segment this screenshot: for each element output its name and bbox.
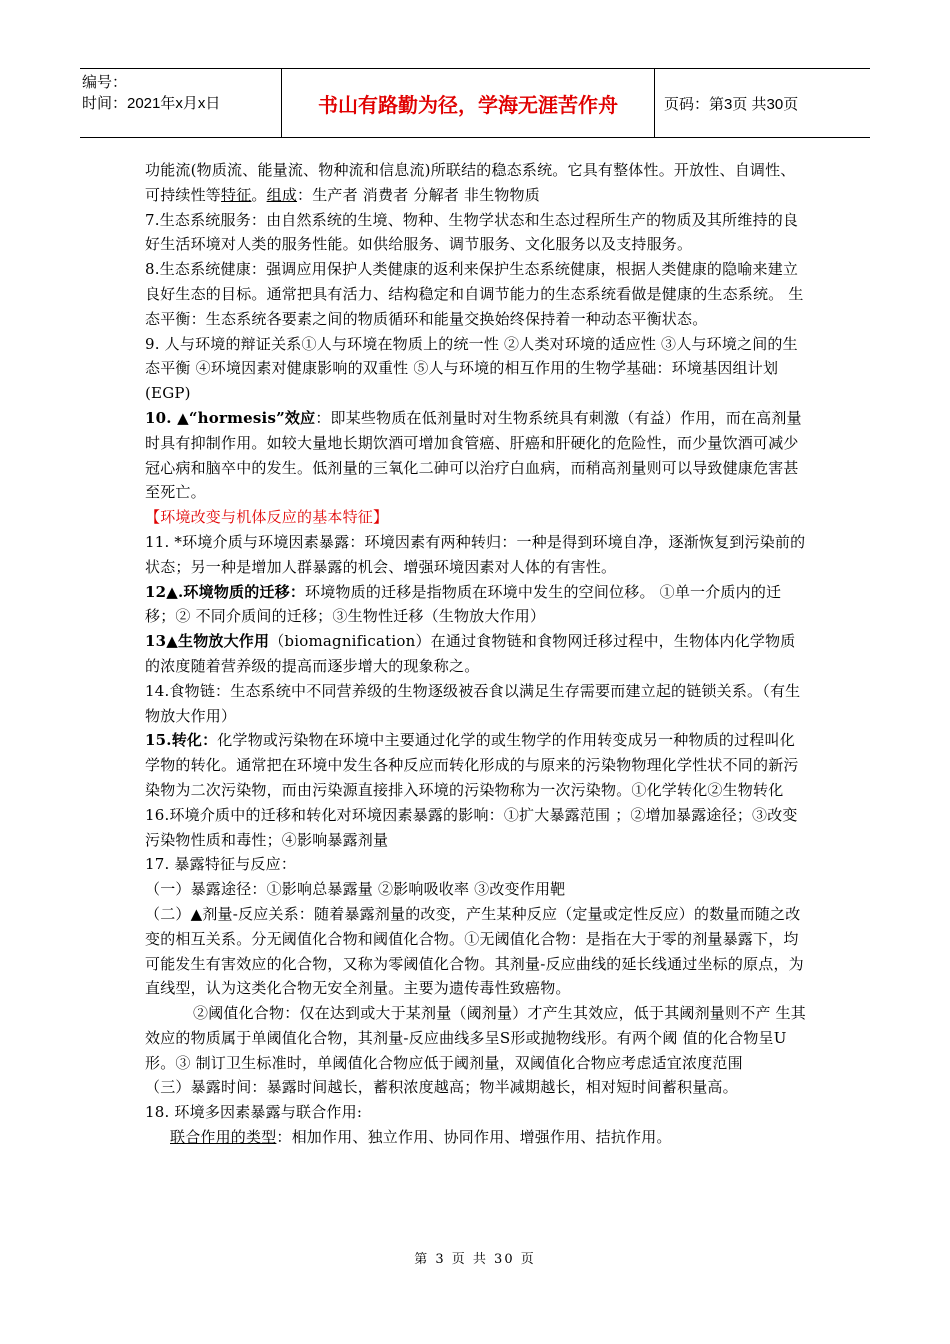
paragraph: 12▲.环境物质的迁移：环境物质的迁移是指物质在环境中发生的空间位移。 ①单一介质内的迁移；② 不同介质间的迁移；③生物性迁移（生物放大作用）: [145, 582, 782, 626]
document-body: [145, 158, 810, 1150]
biomagnification-heading: 13▲生物放大作用: [145, 632, 270, 651]
paragraph: 联合作用的类型：相加作用、独立作用、协同作用、增强作用、拮抗作用。: [170, 1128, 672, 1147]
paragraph: ②阈值化合物：仅在达到或大于某剂量（阈剂量）才产生其效应，低于其阈剂量则不产 生其效应的物质属于单阈值化合物，其剂量-反应曲线多呈S形或抛物线形。有两个阈 值的化合物呈U形。③ 制订卫生标准时，单阈值化合物应低于阈剂量，双阈值化合物应考虑适宜浓度范围: [145, 1004, 806, 1072]
paragraph: 11. *环境介质与环境因素暴露：环境因素有两种转归：一种是得到环境自净，逐渐恢复到污染前的状态；另一种是增加人群暴露的机会、增强环境因素对人体的有害性。: [145, 532, 806, 576]
section-heading: 【环境改变与机体反应的基本特征】: [145, 508, 389, 527]
page-header: [80, 68, 870, 138]
paragraph: 15.转化：化学物或污染物在环境中主要通过化学的或生物学的作用转变成另一种物质的过程叫化学物的转化。通常把在环境中发生各种反应而转化形成的与原来的污染物物理化学性状不同的新污染物为二次污染物，而由污染源直接排入环境的污染物称为一次污染物。①化学转化②生物转化: [145, 731, 799, 799]
composition-term: 组成: [266, 185, 298, 204]
paragraph: 16.环境介质中的迁移和转化对环境因素暴露的影响：①扩大暴露范围 ；②增加暴露途径；③改变污染物性质和毒性；④影响暴露剂量: [145, 805, 798, 849]
transformation-heading: 15.转化：: [145, 731, 218, 750]
paragraph: 17. 暴露特征与反应：: [145, 855, 297, 874]
migration-heading: 12▲.环境物质的迁移：: [145, 582, 306, 601]
interaction-types-term: 联合作用的类型: [170, 1128, 277, 1147]
paragraph: 10. ▲“hormesis”效应：即某些物质在低剂量时对生物系统具有刺激（有益）作用，而在高剂量时具有抑制作用。如较大量地长期饮酒可增加食管癌、肝癌和肝硬化的危险性，而少量饮酒可减少冠心病和脑卒中的发生。低剂量的三氧化二砷可以治疗白血病，而稍高剂量则可以导致健康危害甚至死亡。: [145, 408, 802, 502]
page-footer: 第 3 页 共 30 页: [414, 1252, 536, 1267]
header-page-number: 页码：第3页 共30页: [664, 95, 799, 113]
paragraph: 9. 人与环境的辩证关系①人与环境在物质上的统一性 ②人类对环境的适应性 ③人与环境之间的生态平衡 ④环境因素对健康影响的双重性 ⑤人与环境的相互作用的生物学基础：环境基因组计划 (EGP): [145, 334, 798, 403]
paragraph: （二）▲剂量-反应关系：随着暴露剂量的改变，产生某种反应（定量或定性反应）的数量而随之改变的相互关系。分无阈值化合物和阈值化合物。①无阈值化合物：是指在大于零的剂量暴露下，均可能发生有害效应的化合物，又称为零阈值化合物。其剂量-反应曲线的延长线通过坐标的原点，为直线型，认为这类化合物无安全剂量。主要为遗传毒性致癌物。: [145, 904, 804, 998]
paragraph: 7.生态系统服务：由自然系统的生境、物种、生物学状态和生态过程所生产的物质及其所维持的良好生活环境对人类的服务性能。如供给服务、调节服务、文化服务以及支持服务。: [145, 210, 799, 254]
document-number: 编号：: [82, 74, 128, 91]
header-motto: 书山有路勤为径，学海无涯苦作舟: [281, 69, 655, 137]
paragraph: （一）暴露途径：①影响总暴露量 ②影响吸收率 ③改变作用靶: [145, 880, 566, 899]
paragraph: 8.生态系统健康：强调应用保护人类健康的返利来保护生态系统健康，根据人类健康的隐喻来建立良好生态的目标。通常把具有活力、结构稳定和自调节能力的生态系统看做是健康的生态系统。 生态平衡：生态系统各要素之间的物质循环和能量交换始终保持着一种动态平衡状态。: [145, 260, 804, 328]
paragraph: 功能流(物质流、能量流、物种流和信息流)所联结的稳态系统。它具有整体性。开放性、自调性、可持续性等特征。组成：生产者 消费者 分解者 非生物物质: [145, 161, 796, 204]
document-date: 时间：2021年x月x日: [82, 95, 221, 112]
paragraph: （三）暴露时间：暴露时间越长，蓄积浓度越高；物半减期越长，相对短时间蓄积量高。: [145, 1078, 738, 1097]
paragraph: 14.食物链：生态系统中不同营养级的生物逐级被吞食以满足生存需要而建立起的链锁关系。（有生物放大作用）: [145, 681, 801, 725]
hormesis-heading: 10. ▲“hormesis”效应: [145, 408, 316, 427]
paragraph: 13▲生物放大作用（biomagnification）在通过食物链和食物网迁移过程中，生物体内化学物质的浓度随着营养级的提高而逐步增大的现象称之。: [145, 632, 796, 675]
header-meta: [82, 69, 282, 140]
paragraph: 18. 环境多因素暴露与联合作用:: [145, 1103, 363, 1122]
feature-term: 特征: [221, 185, 252, 204]
